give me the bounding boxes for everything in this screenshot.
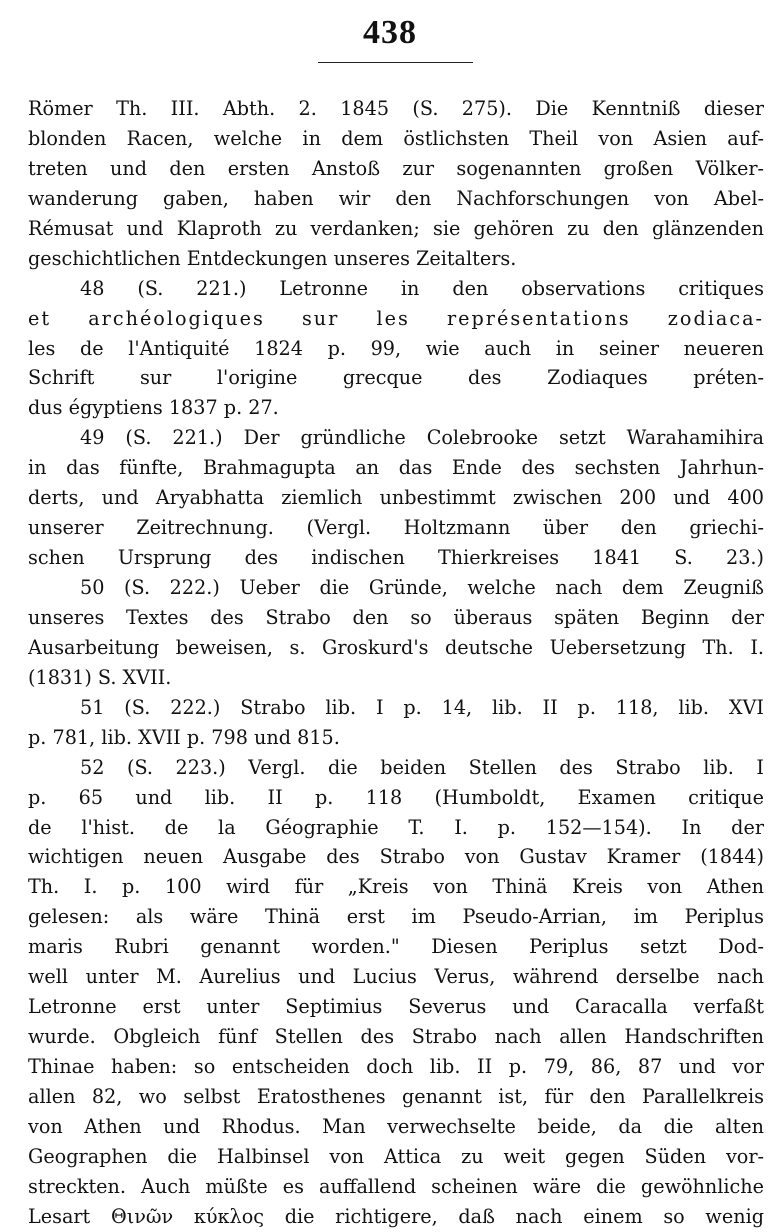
text-line: dus égyptiens 1837 p. 27.	[28, 396, 279, 420]
text-line: les de l'Antiquité 1824 p. 99, wie auch in seiner neueren	[28, 336, 764, 360]
text-line: de l'hist. de la Géographie T. I. p. 152—154). In der	[28, 815, 764, 839]
text-line: in das fünfte, Brahmagupta an das Ende des sechsten Jahrhun-	[28, 456, 764, 480]
text-line: Th. I. p. 100 wird für „Kreis von Thinä Kreis von Athen	[28, 875, 764, 899]
text-line: p. 65 und lib. II p. 118 (Humboldt, Examen critique	[28, 785, 764, 809]
footnote-50-line: 50 (S. 222.) Ueber die Gründe, welche nach dem Zeugniß	[80, 576, 764, 599]
text-line: Geographen die Halbinsel von Attica zu weit gegen Süden vor-	[28, 1144, 764, 1168]
text-line: (1831) S. XVII.	[28, 665, 172, 689]
text-line: schen Ursprung des indischen Thierkreises 1841 S. 23.)	[28, 546, 764, 570]
text-line: maris Rubri genannt worden." Diesen Periplus setzt Dod-	[28, 935, 764, 959]
text-line: p. 781, lib. XVII p. 798 und 815.	[28, 725, 340, 749]
text-line: et archéologiques sur les représentations zodiaca-	[28, 306, 764, 330]
text-line: well unter M. Aurelius und Lucius Verus, während derselbe nach	[28, 965, 764, 989]
text-line: treten und den ersten Anstoß zur sogenannten großen Völker-	[28, 156, 764, 180]
text-line: blonden Racen, welche in dem östlichsten Theil von Asien auf-	[28, 126, 764, 150]
footnote-52-line: 52 (S. 223.) Vergl. die beiden Stellen des Strabo lib. I	[80, 755, 764, 779]
text-line: Rémusat und Klaproth zu verdanken; sie gehören zu den glänzenden	[28, 216, 764, 240]
text-line: unseres Textes des Strabo den so überaus späten Beginn der	[28, 605, 764, 629]
text-line: Ausarbeitung beweisen, s. Groskurd's deutsche Uebersetzung Th. I.	[28, 635, 764, 659]
page-body	[28, 94, 764, 1232]
text-line: Letronne erst unter Septimius Severus und Caracalla verfaßt	[28, 995, 764, 1019]
text-line: Römer Th. III. Abth. 2. 1845 (S. 275). Die Kenntniß dieser	[28, 97, 764, 120]
footnote-48-line: 48 (S. 221.) Letronne in den observations critiques	[80, 276, 764, 300]
text-line: Thinae haben: so entscheiden doch lib. II p. 79, 86, 87 und vor	[28, 1055, 764, 1078]
text-line: Schrift sur l'origine grecque des Zodiaques préten-	[28, 366, 764, 390]
text-line: wanderung gaben, haben wir den Nachforschungen von Abel-	[28, 186, 764, 210]
text-line: wurde. Obgleich fünf Stellen des Strabo nach allen Handschriften	[28, 1025, 764, 1049]
text-line: von Athen und Rhodus. Man verwechselte beide, da die alten	[28, 1114, 764, 1138]
text-line: wichtigen neuen Ausgabe des Strabo von Gustav Kramer (1844)	[28, 845, 764, 869]
text-line: unserer Zeitrechnung. (Vergl. Holtzmann über den griechi-	[28, 516, 764, 540]
header-rule	[318, 62, 473, 63]
text-line: allen 82, wo selbst Eratosthenes genannt ist, für den Parallelkreis	[28, 1084, 764, 1108]
footnote-51-line: 51 (S. 222.) Strabo lib. I p. 14, lib. II p. 118, lib. XVI	[80, 695, 764, 719]
text-line: Lesart Θινῶν κύκλος die richtigere, daß nach einem so wenig	[28, 1204, 764, 1228]
footnote-49-line: 49 (S. 221.) Der gründliche Colebrooke setzt Warahamihira	[80, 426, 764, 450]
text-line: gelesen: als wäre Thinä erst im Pseudo-Arrian, im Periplus	[28, 905, 764, 929]
text-line: derts, und Aryabhatta ziemlich unbestimmt zwischen 200 und 400	[28, 486, 764, 510]
text-line: geschichtlichen Entdeckungen unseres Zeitalters.	[28, 246, 517, 270]
page-number: 438	[363, 14, 417, 51]
text-line: streckten. Auch müßte es auffallend scheinen wäre die gewöhnliche	[28, 1174, 764, 1198]
